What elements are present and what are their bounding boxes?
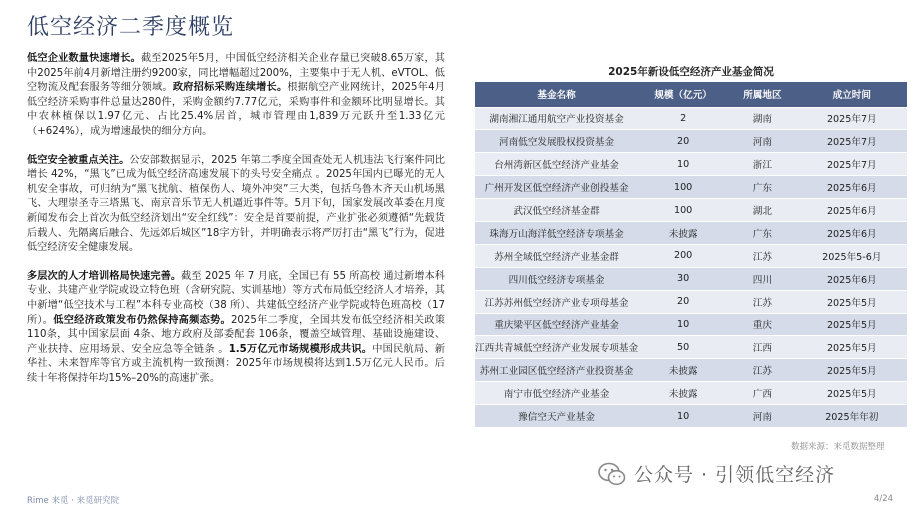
cell-date: 2025年年初 [797, 405, 907, 428]
para-3-heading-2: 低空经济政策发布仍然保持高频态势。 [53, 314, 231, 326]
table-row [475, 267, 907, 290]
table-row [475, 405, 907, 428]
cell-date: 2025年7月 [797, 153, 907, 176]
cell-fund-name: 广州开发区低空经济产业创投基金 [475, 176, 638, 199]
table-row [475, 107, 907, 130]
cell-date: 2025年5月 [797, 359, 907, 382]
para-1-heading-2: 政府招标采购连续增长。 [172, 82, 288, 94]
cell-scale: 10 [638, 153, 728, 176]
cell-scale: 50 [638, 336, 728, 359]
cell-date: 2025年7月 [797, 107, 907, 130]
cell-scale: 100 [638, 199, 728, 222]
table-row [475, 176, 907, 199]
cell-fund-name: 南宁市低空经济产业基金 [475, 382, 638, 405]
table-header-row [475, 82, 907, 107]
cell-region: 江苏 [728, 244, 796, 267]
cell-region: 重庆 [728, 313, 796, 336]
table-title: 2025年新设低空经济产业基金简况 [608, 66, 774, 78]
paragraph-talent [27, 270, 445, 387]
para-3-body-3: 中国民航局、新华社、未来智库等官方或主流机构一致预测：2025年市场规模将达到1.5万亿元人民币。后续十年将保持年均15%–20%的高速扩张。 [27, 343, 446, 384]
cell-fund-name: 重庆梁平区低空经济产业基金 [475, 313, 638, 336]
header-fund-name: 基金名称 [475, 82, 638, 107]
cell-region: 广东 [728, 176, 796, 199]
fund-table-section [475, 62, 907, 428]
cell-fund-name: 江西共青城低空经济产业发展专项基金 [475, 336, 638, 359]
header-region: 所属地区 [728, 82, 796, 107]
cell-date: 2025年7月 [797, 130, 907, 153]
cell-date: 2025年5月 [797, 382, 907, 405]
cell-date: 2025年5月 [797, 336, 907, 359]
cell-region: 浙江 [728, 153, 796, 176]
cell-region: 广西 [728, 382, 796, 405]
cell-scale: 2 [638, 107, 728, 130]
cell-region: 湖北 [728, 199, 796, 222]
cell-scale: 10 [638, 405, 728, 428]
cell-scale: 100 [638, 176, 728, 199]
para-2-body: 公安部数据显示，2025 年第二季度全国查处无人机违法飞行案件同比增长 42%，“黑飞”已成为低空经济高速发展下的头号安全痛点 。2025年国内已曝光的无人机安全事故，可归纳为“黑飞扰航、植保伤人、境外冲突”三大类，包括乌鲁木齐天山机场黑飞、大理崇圣寺三塔黑飞、南京音乐节无人机逼近事件等。5月下旬，国家发展改革委在月度新闻发布会上首次为低空经济划出“安全红线”：安全是首要前提，产业扩张必须遵循“先载货后载人、先隔离后融合、先远郊后城区”18字方针，并明确表示将严厉打击“黑飞”行为，促进低空经济安全健康发展。 [27, 154, 445, 254]
cell-region: 江西 [728, 336, 796, 359]
cell-scale: 未披露 [638, 359, 728, 382]
page-title: 低空经济二季度概览 [27, 15, 235, 40]
header-scale: 规模（亿元） [638, 82, 728, 107]
cell-fund-name: 湖南湘江通用航空产业投资基金 [475, 107, 638, 130]
cell-region: 河南 [728, 405, 796, 428]
table-row [475, 244, 907, 267]
cell-date: 2025年6月 [797, 176, 907, 199]
cell-fund-name: 珠海万山海洋低空经济专项基金 [475, 221, 638, 244]
para-1-body-1: 截至2025年5月，中国低空经济相关企业存量已突破8.65万家，其中2025年前4月新增注册约9200家，同比增幅超过200%，主要集中于无人机、eVTOL、低空物流及配套服务等细分领域。 [27, 53, 445, 94]
cell-scale: 20 [638, 130, 728, 153]
para-3-body-1: 截至 2025 年 7 月底，全国已有 55 所高校 通过新增本科专业、共建产业学院或设立特色班（含研究院、实训基地）等方式布局低空经济人才培养，其中新增“低空技术与工程”本科专业高校（38 所）、共建低空经济产业学院或特色班高校（17 所）。 [27, 270, 445, 326]
header-date: 成立时间 [797, 82, 907, 107]
table-body [475, 107, 907, 427]
paragraph-enterprise [27, 52, 445, 140]
wechat-icon [598, 462, 626, 486]
cell-date: 2025年6月 [797, 267, 907, 290]
cell-date: 2025年5月 [797, 313, 907, 336]
cell-fund-name: 豫信空天产业基金 [475, 405, 638, 428]
cell-fund-name: 台州湾新区低空经济产业基金 [475, 153, 638, 176]
cell-scale: 10 [638, 313, 728, 336]
page-number: 4/24 [874, 494, 894, 504]
cell-fund-name: 四川低空经济专项基金 [475, 267, 638, 290]
summary-text [27, 52, 445, 400]
fund-table [475, 82, 907, 428]
table-row [475, 382, 907, 405]
cell-scale: 未披露 [638, 382, 728, 405]
cell-region: 江苏 [728, 290, 796, 313]
cell-region: 四川 [728, 267, 796, 290]
cell-date: 2025年5-6月 [797, 244, 907, 267]
cell-region: 广东 [728, 221, 796, 244]
cell-fund-name: 江苏苏州低空经济产业专项母基金 [475, 290, 638, 313]
data-source: 数据来源：来觅数据整理 [791, 442, 885, 452]
cell-date: 2025年6月 [797, 221, 907, 244]
cell-fund-name: 河南低空发展股权投资基金 [475, 130, 638, 153]
table-row [475, 313, 907, 336]
cell-scale: 20 [638, 290, 728, 313]
table-row [475, 153, 907, 176]
table-row [475, 130, 907, 153]
cell-region: 江苏 [728, 359, 796, 382]
cell-scale: 未披露 [638, 221, 728, 244]
cell-fund-name: 武汉低空经济基金群 [475, 199, 638, 222]
cell-region: 河南 [728, 130, 796, 153]
table-row [475, 290, 907, 313]
paragraph-safety [27, 154, 445, 256]
cell-fund-name: 苏州全域低空经济产业基金群 [475, 244, 638, 267]
cell-fund-name: 苏州工业园区低空经济产业投资基金 [475, 359, 638, 382]
table-row [475, 359, 907, 382]
para-3-heading-3: 1.5万亿元市场规模形成共识。 [228, 343, 373, 355]
brand-logo: Rime 来觅 · 来觅研究院 [27, 496, 120, 506]
para-3-heading-1: 多层次的人才培训格局快速完善。 [27, 270, 182, 282]
para-2-heading: 低空安全被重点关注。 [27, 154, 130, 166]
cell-region: 湖南 [728, 107, 796, 130]
cell-scale: 30 [638, 267, 728, 290]
cell-date: 2025年5月 [797, 290, 907, 313]
wechat-watermark [598, 460, 835, 487]
table-row [475, 199, 907, 222]
watermark-text: 公众号 · 引领低空经济 [634, 464, 836, 486]
cell-date: 2025年6月 [797, 199, 907, 222]
para-1-body-2: 根据航空产业网统计，2025年4月低空经济采购事件总量达280件，采购金额约7.77亿元，采购事件和金额环比明显增长。其中农林植保以1.97亿元、占比25.4%居首，城市管理由1,839万元跃升至1.33亿元（+624%），成为增速最快的细分方向。 [27, 82, 445, 137]
table-row [475, 221, 907, 244]
para-3-body-2: 2025年二季度，全国共发布低空经济相关政策 110条，其中国家层面 4条、地方政府及部委配套 106条，覆盖空域管理、基础设施建设、产业扶持、应用场景、安全应急等全链条 。 [27, 314, 446, 355]
table-row [475, 336, 907, 359]
para-1-heading-1: 低空企业数量快速增长。 [27, 53, 141, 64]
cell-scale: 200 [638, 244, 728, 267]
